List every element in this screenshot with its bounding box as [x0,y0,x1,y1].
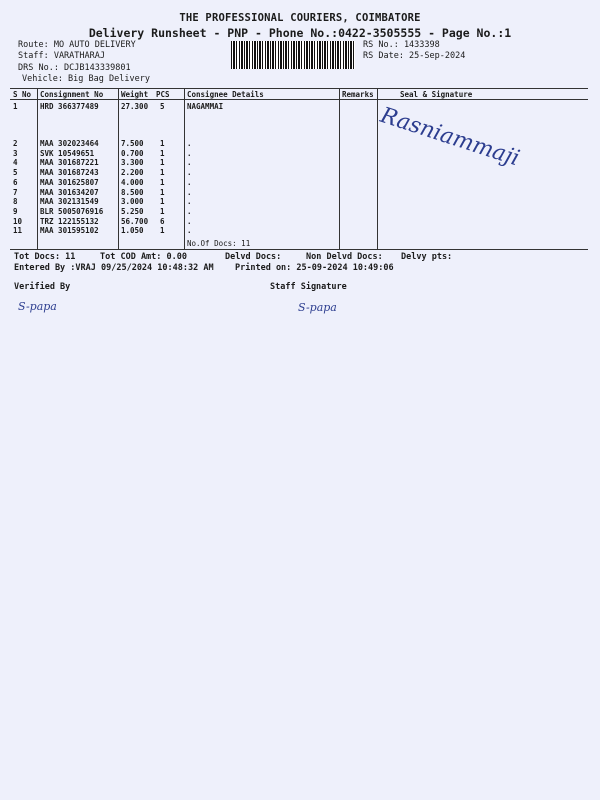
cell-weight: 2.200 [121,168,144,178]
header-consignee: Consignee Details [187,90,264,99]
cell-sno: 9 [13,206,18,216]
col-divider [118,89,119,249]
cell-cons: MAA 301687221 [40,158,99,168]
col-divider [184,89,185,249]
cell-pcs: 1 [160,187,165,197]
cell-weight: 4.000 [121,177,144,187]
rs-date: RS Date: 25-Sep-2024 [363,51,466,61]
col-divider [37,89,38,249]
cell-pcs: 1 [160,177,165,187]
staff-signature-label: Staff Signature [270,282,347,292]
company-name: THE PROFESSIONAL COURIERS, COIMBATORE [179,12,421,24]
cell-weight: 5.250 [121,206,144,216]
route-label: Route: MO AUTO DELIVERY [18,40,136,50]
cell-details: . [187,139,192,148]
cell-sno: 8 [13,197,18,207]
verified-by-label: Verified By [14,282,71,292]
cell-cons: MAA 302023464 [40,139,99,148]
cell-pcs: 1 [160,226,165,236]
header-remarks: Remarks [342,90,374,99]
cell-details: . [187,206,192,216]
total-docs: Tot Docs: 11 [14,252,76,262]
cell-cons: HRD 366377489 [40,102,99,111]
printed-on: Printed on: 25-09-2024 10:49:06 [235,263,394,273]
cell-weight: 56.700 [121,216,149,226]
cell-cons: BLR 5005076916 [40,206,104,216]
cell-pcs: 1 [160,206,165,216]
header-weight: Weight [121,90,149,99]
cell-pcs: 1 [160,168,165,178]
runsheet-title: Delivery Runsheet - PNP - Phone No.:0422-3505555 - Page No.:1 [88,26,512,40]
cell-sno: 5 [13,168,18,178]
cell-pcs: 1 [160,139,165,148]
vehicle-label: Vehicle: Big Bag Delivery [22,74,150,84]
table-top-border [10,88,588,89]
col-divider [377,89,378,249]
cell-pcs: 1 [160,158,165,168]
cell-pcs: 6 [160,216,165,226]
cell-details: . [187,216,192,226]
drs-number: DRS No.: DCJB143339801 [18,63,131,73]
cell-cons: TRZ 122155132 [40,216,99,226]
header-pcs: PCS [156,90,170,99]
cell-sno: 1 [13,102,18,111]
cell-weight: 27.300 [121,102,149,111]
cell-pcs: 1 [160,148,165,158]
total-cod: Tot COD Amt: 0.00 [100,252,187,262]
cell-details: . [187,197,192,207]
cell-sno: 6 [13,177,18,187]
table-bottom-border [10,249,588,250]
cell-weight: 7.500 [121,139,144,148]
cell-pcs: 5 [160,102,165,111]
seal-handwritten-signature: Rasniammaji [377,103,523,172]
cell-cons: SVK 10549651 [40,148,95,158]
table-header-border [10,99,588,100]
entered-by: Entered By :VRAJ 09/25/2024 10:48:32 AM [14,263,214,273]
cell-details: . [187,187,192,197]
verified-handwritten-signature: S-papa [18,300,57,313]
cell-sno: 2 [13,139,18,148]
rs-number: RS No.: 1433398 [363,40,440,50]
cell-sno: 11 [13,226,23,236]
cell-sno: 4 [13,158,18,168]
cell-details: . [187,148,192,158]
non-delivered-docs: Non Delvd Docs: [306,252,383,262]
barcode [231,41,355,69]
docs-count: No.Of Docs: 11 [187,239,251,248]
cell-cons: MAA 301687243 [40,168,99,178]
cell-weight: 1.050 [121,226,144,236]
staff-label: Staff: VARATHARAJ [18,51,105,61]
cell-sno: 3 [13,148,18,158]
cell-weight: 3.300 [121,158,144,168]
cell-details: . [187,158,192,168]
cell-cons: MAA 301625807 [40,177,99,187]
cell-sno: 10 [13,216,23,226]
staff-handwritten-signature: S-papa [298,301,337,314]
cell-cons: MAA 301595102 [40,226,99,236]
col-divider [339,89,340,249]
header-sno: S No [13,90,32,99]
header-seal: Seal & Signature [400,90,473,99]
cell-details: . [187,168,192,178]
cell-sno: 7 [13,187,18,197]
delivery-points: Delvy pts: [401,252,453,262]
cell-cons: MAA 302131549 [40,197,99,207]
cell-details: . [187,177,192,187]
cell-cons: MAA 301634207 [40,187,99,197]
cell-details: . [187,226,192,236]
header-consignment: Consignment No [40,90,104,99]
cell-weight: 3.000 [121,197,144,207]
cell-pcs: 1 [160,197,165,207]
cell-details: NAGAMMAI [187,102,224,111]
delivered-docs: Delvd Docs: [225,252,282,262]
cell-weight: 8.500 [121,187,144,197]
cell-weight: 0.700 [121,148,144,158]
